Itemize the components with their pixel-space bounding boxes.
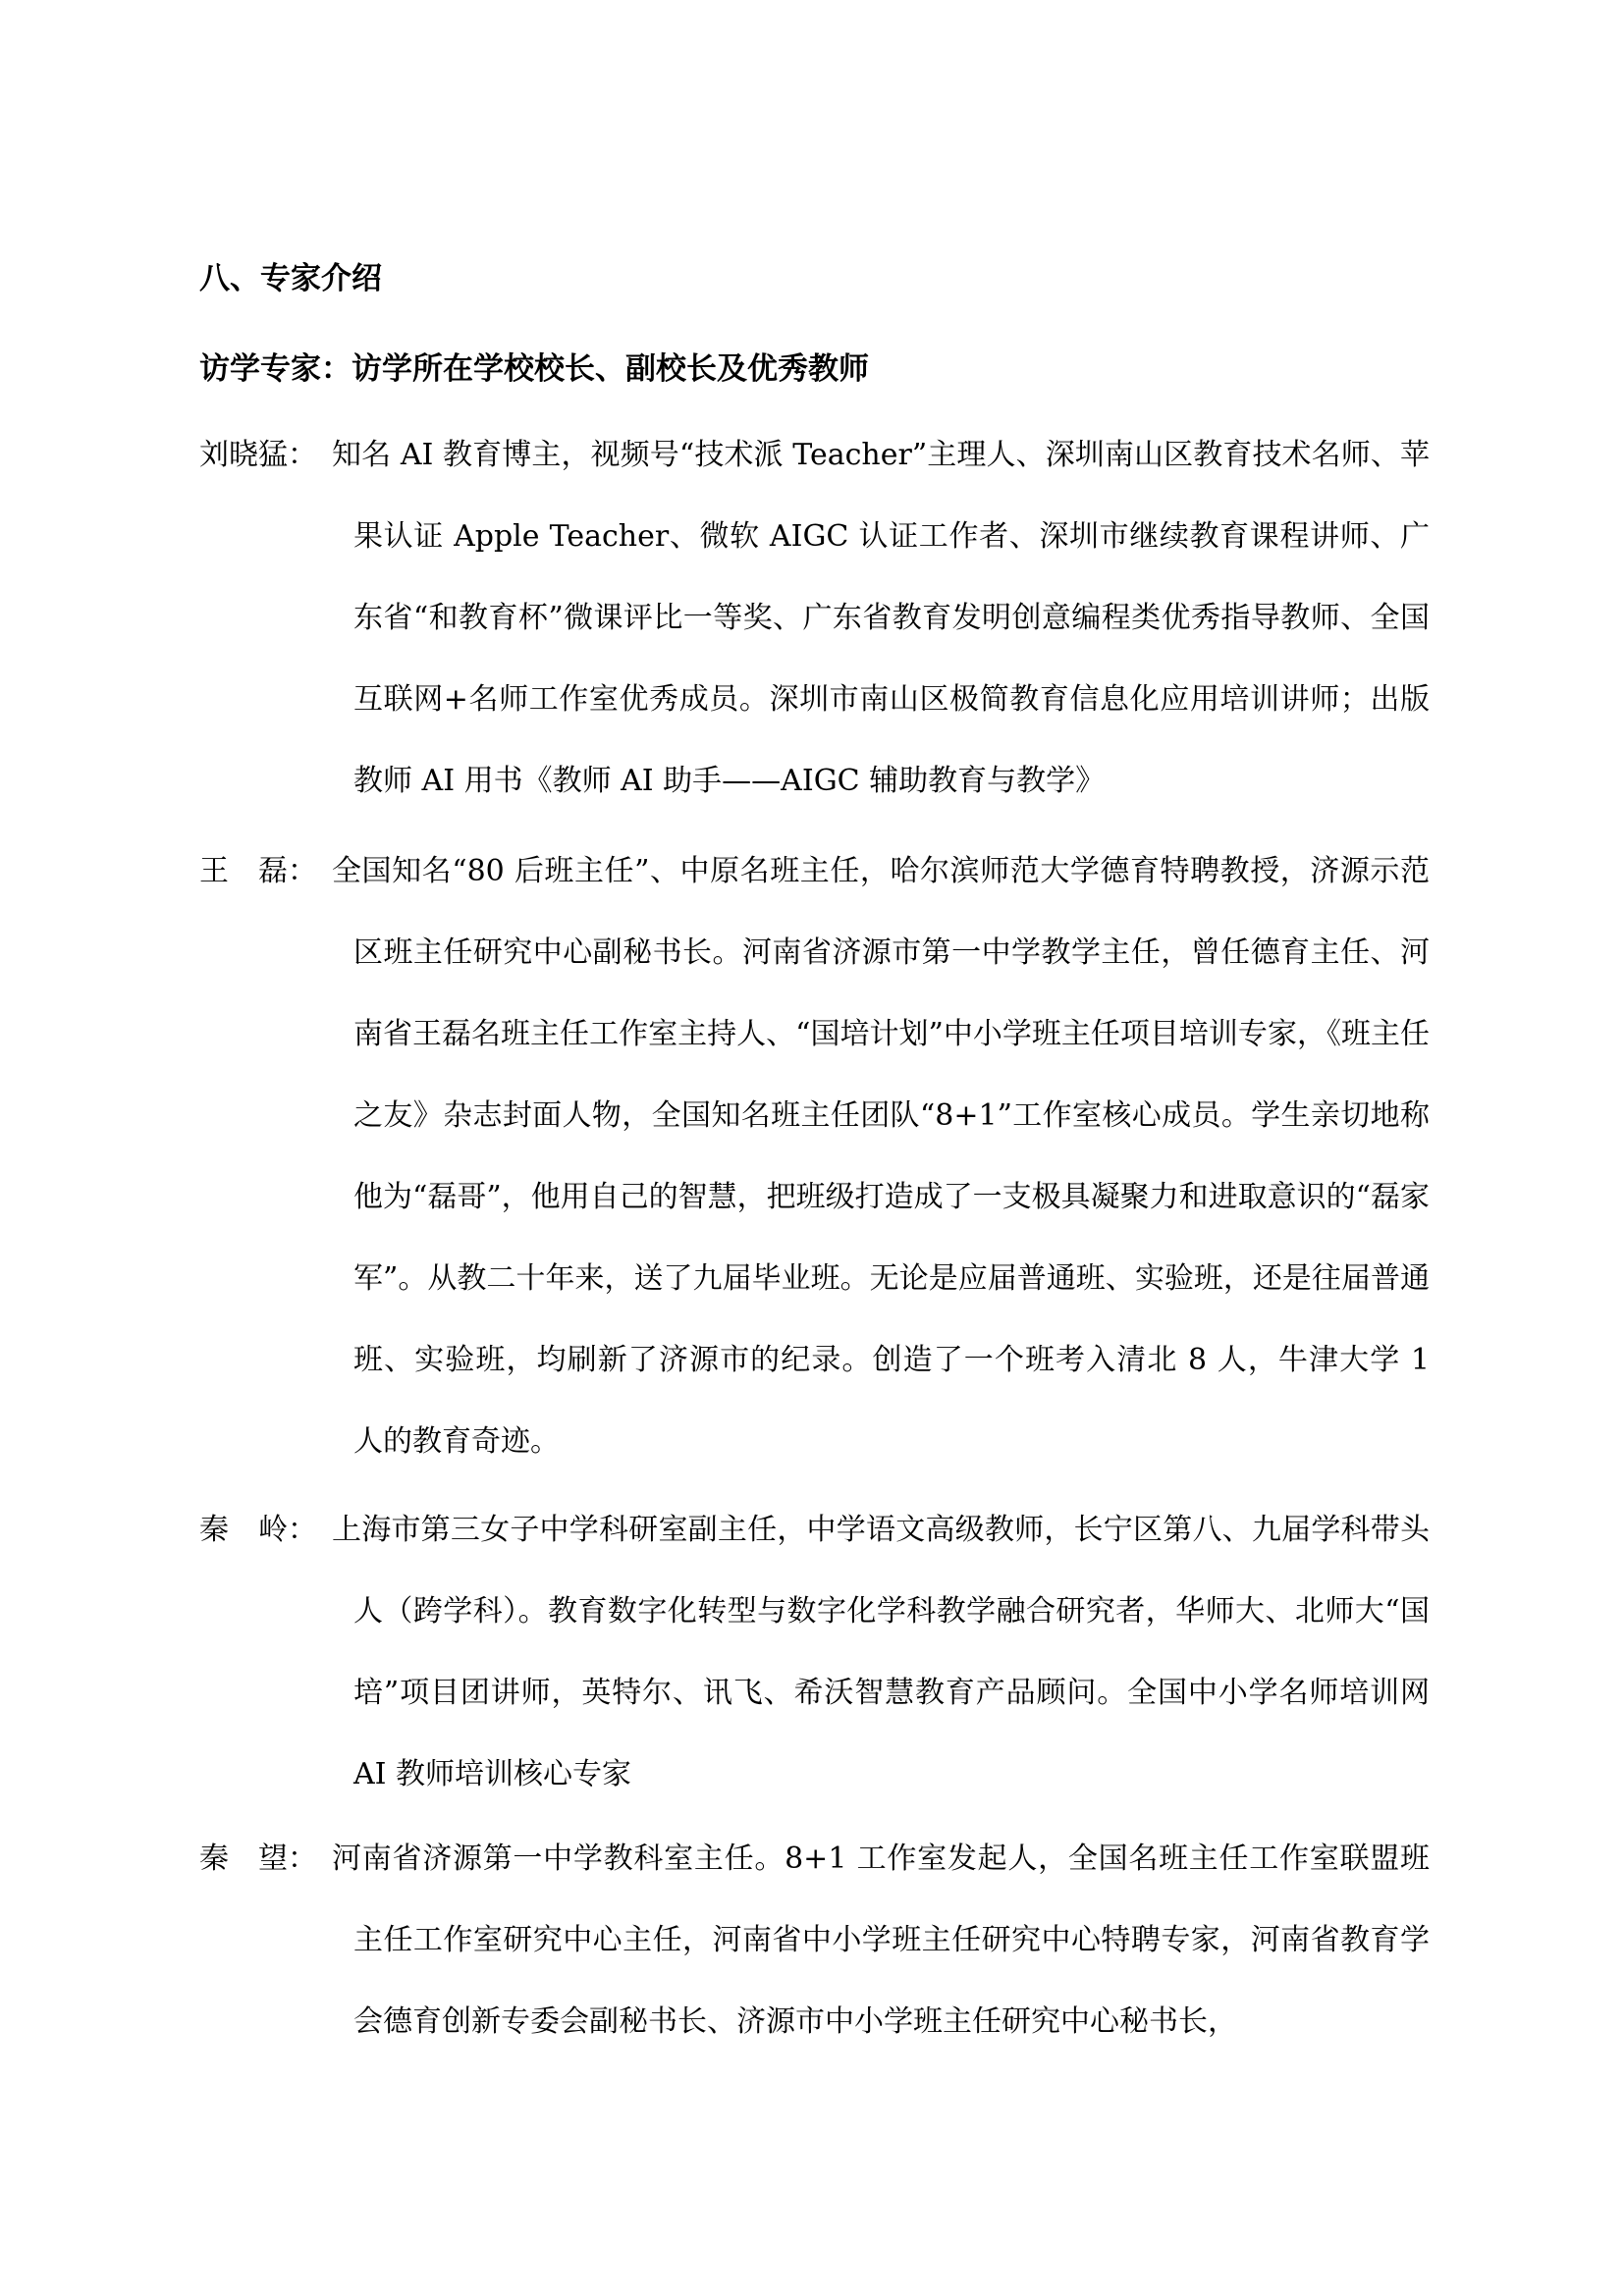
expert-bio: 河南省济源第一中学教科室主任。8+1 工作室发起人，全国名班主任工作室联盟班主任工作室研究中心主任，河南省中小学班主任研究中心特聘专家，河南省教育学会德育创新专委会副秘书长、济源市中小学班主任研究中心秘书长，: [332, 1842, 1430, 2039]
expert-name: 秦 岭：: [199, 1513, 317, 1547]
section-heading: 八、专家介绍: [199, 261, 382, 296]
expert-name: 刘晓猛：: [199, 438, 317, 472]
expert-bio: 上海市第三女子中学科研室副主任，中学语文高级教师，长宁区第八、九届学科带头人（跨学科）。教育数字化转型与数字化学科教学融合研究者，华师大、北师大“国培”项目团讲师，英特尔、讯飞、希沃智慧教育产品顾问。全国中小学名师培训网 AI 教师培训核心专家: [332, 1513, 1430, 1791]
expert-bio: 知名 AI 教育博主，视频号“技术派 Teacher”主理人、深圳南山区教育技术名师、苹果认证 Apple Teacher、微软 AIGC 认证工作者、深圳市继续教育课程讲师、广东省“和教育杯”微课评比一等奖、广东省教育发明创意编程类优秀指导教师、全国互联网+名师工作室优秀成员。深圳市南山区极简教育信息化应用培训讲师；出版教师 AI 用书《教师 AI 助手——AIGC 辅助教育与教学》: [332, 438, 1430, 798]
expert-name: 王 磊：: [199, 854, 317, 888]
expert-name: 秦 望：: [199, 1842, 317, 1876]
expert-bio: 全国知名“80 后班主任”、中原名班主任，哈尔滨师范大学德育特聘教授，济源示范区班主任研究中心副秘书长。河南省济源市第一中学教学主任，曾任德育主任、河南省王磊名班主任工作室主持人、“国培计划”中小学班主任项目培训专家，《班主任之友》杂志封面人物，全国知名班主任团队“8+1”工作室核心成员。学生亲切地称他为“磊哥”，他用自己的智慧，把班级打造成了一支极具凝聚力和进取意识的“磊家军”。从教二十年来，送了九届毕业班。无论是应届普通班、实验班，还是往届普通班、实验班，均刷新了济源市的纪录。创造了一个班考入清北 8 人，牛津大学 1 人的教育奇迹。: [332, 854, 1431, 1459]
sub-heading: 访学专家：访学所在学校校长、副校长及优秀教师: [199, 351, 869, 387]
